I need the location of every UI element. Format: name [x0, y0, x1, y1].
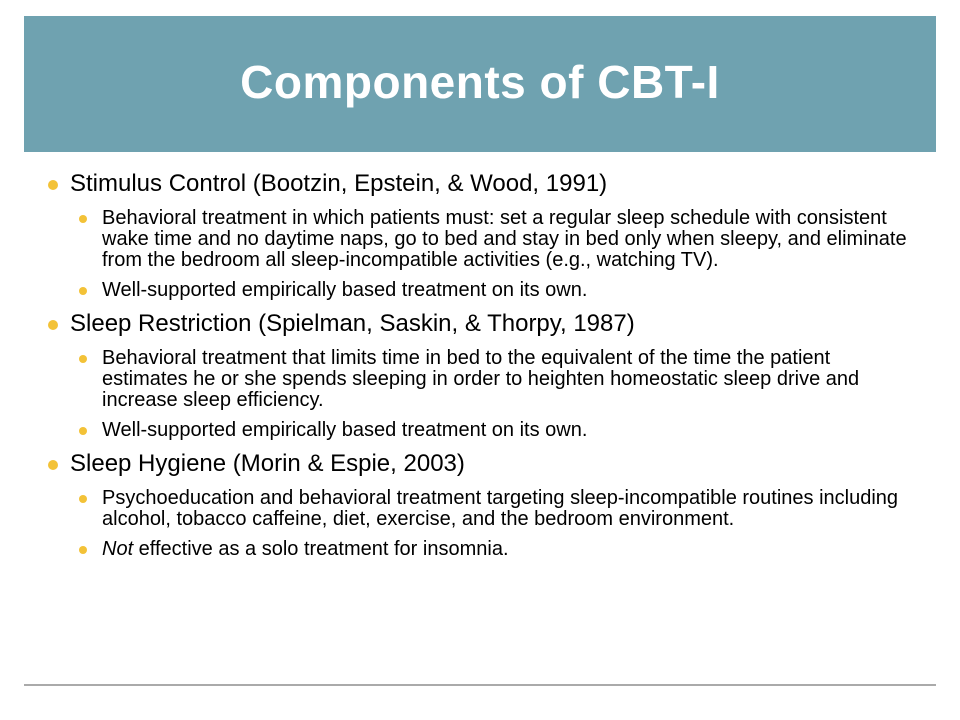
sub-bullet: [102, 208, 918, 271]
sub-list-sleep-hygiene: [48, 488, 918, 560]
bullet-icon: [79, 495, 87, 503]
emphasis-text: Not: [102, 538, 134, 560]
sub-bullet: [102, 539, 918, 560]
title-bar: [24, 16, 936, 152]
section-heading-stimulus-control: [48, 170, 918, 198]
sub-bullet-text: Well-supported empirically based treatment on its own.: [102, 279, 588, 301]
section-heading-sleep-restriction: [48, 310, 918, 338]
bullet-icon: [79, 355, 87, 363]
bullet-icon: [79, 215, 87, 223]
bullet-icon: [48, 320, 58, 330]
bullet-icon: [79, 546, 87, 554]
bullet-icon: [48, 180, 58, 190]
sub-bullet: [102, 348, 918, 411]
sub-bullet: [102, 488, 918, 530]
sub-bullet-text: Well-supported empirically based treatment on its own.: [102, 419, 588, 441]
sub-bullet: [102, 280, 918, 301]
section-heading-sleep-hygiene: [48, 450, 918, 478]
sub-bullet-text: effective as a solo treatment for insomnia.: [133, 538, 509, 560]
bullet-icon: [79, 287, 87, 295]
slide-content: [48, 170, 918, 569]
sub-bullet-text: Psychoeducation and behavioral treatment targeting sleep-incompatible routines including alcohol, tobacco caffeine, diet, exercise, and the bedroom environment.: [102, 487, 899, 530]
sub-list-stimulus-control: [48, 208, 918, 301]
sub-bullet: [102, 420, 918, 441]
bullet-icon: [79, 427, 87, 435]
section-heading-text: Sleep Restriction (Spielman, Saskin, & Thorpy, 1987): [70, 310, 635, 337]
sub-bullet-text: Behavioral treatment in which patients must: set a regular sleep schedule with consistent wake time and no daytime naps, go to bed and stay in bed only when sleepy, and eliminate from the bedroom all sleep-incompatible activities (e.g., watching TV).: [102, 207, 907, 271]
slide-title: Components of CBT-I: [240, 56, 720, 108]
section-heading-text: Stimulus Control (Bootzin, Epstein, & Wood, 1991): [70, 170, 608, 197]
bottom-divider: [24, 684, 936, 686]
bullet-icon: [48, 460, 58, 470]
sub-bullet-text: Behavioral treatment that limits time in bed to the equivalent of the time the patient estimates he or she spends sleeping in order to heighten homeostatic sleep drive and increase sleep efficiency.: [102, 347, 860, 411]
sub-list-sleep-restriction: [48, 348, 918, 441]
section-heading-text: Sleep Hygiene (Morin & Espie, 2003): [70, 450, 465, 477]
